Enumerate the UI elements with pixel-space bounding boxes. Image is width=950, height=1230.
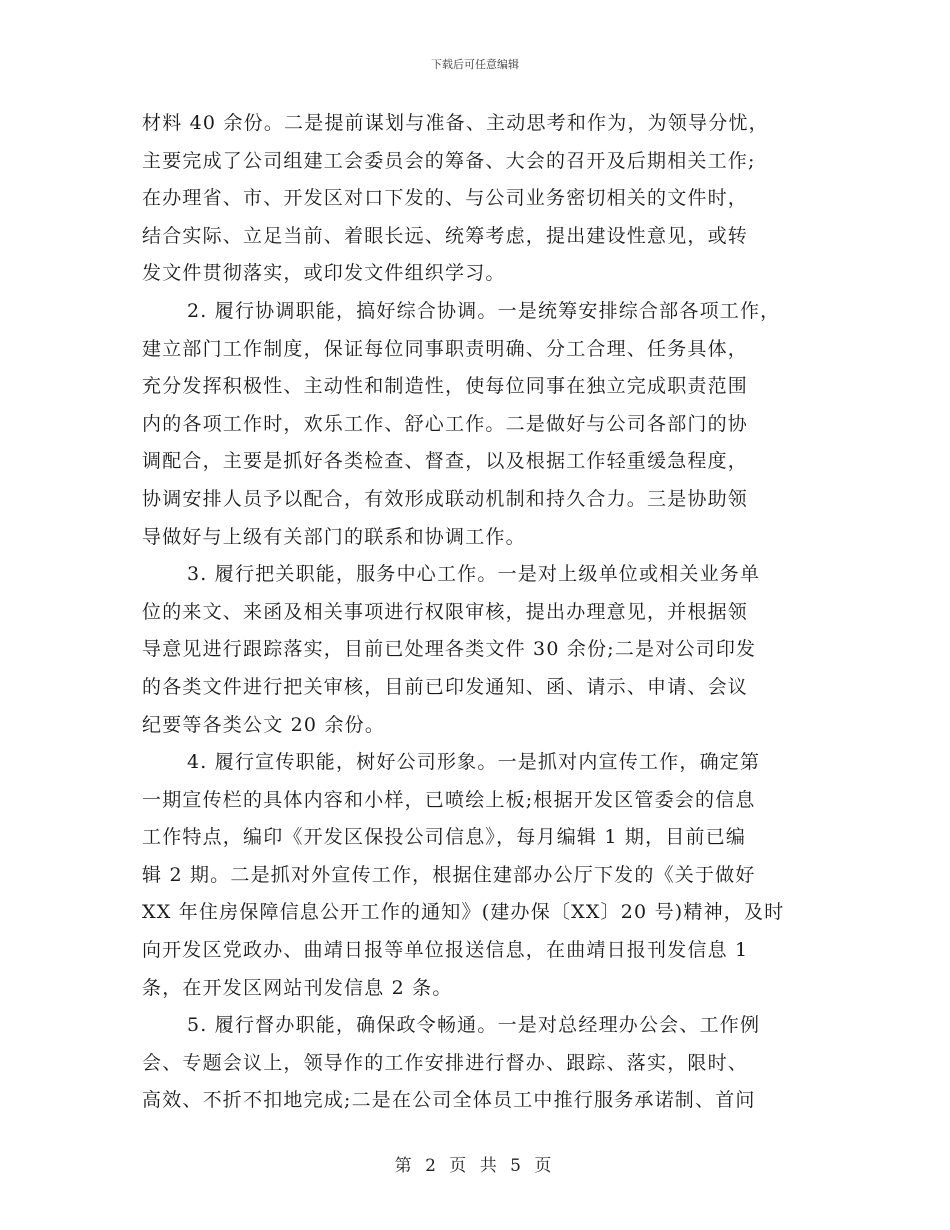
text-line: 主要完成了公司组建工会委员会的筹备、大会的召开及后期相关工作; — [142, 149, 756, 172]
text-line: 条，在开发区网站刊发信息 2 条。 — [142, 976, 453, 999]
text-line: XX 年住房保障信息公开工作的通知》(建办保〔XX〕20 号)精神，及时 — [142, 901, 785, 924]
text-line: 材料 40 余份。二是提前谋划与准备、主动思考和作为，为领导分忧， — [142, 112, 769, 134]
text-line: 导做好与上级有关部门的联系和协调工作。 — [142, 525, 526, 548]
paragraph-first-line: 4. 履行宣传职能，树好公司形象。一是抓对内宣传工作，确定第 — [187, 751, 761, 774]
text-line: 结合实际、立足当前、着眼长远、统筹考虑，提出建设性意见，或转 — [142, 224, 749, 247]
text-line: 辑 2 期。二是抓对外宣传工作，根据住建部办公厅下发的《关于做好 — [142, 863, 756, 886]
text-line: 调配合，主要是抓好各类检查、督查，以及根据工作轻重缓急程度， — [142, 450, 749, 473]
text-line: 一期宣传栏的具体内容和小样，已喷绘上板;根据开发区管委会的信息 — [142, 788, 756, 811]
text-line: 向开发区党政办、曲靖日报等单位报送信息，在曲靖日报刊发信息 1 — [142, 939, 749, 962]
text-line: 内的各项工作时，欢乐工作、舒心工作。二是做好与公司各部门的协 — [142, 412, 749, 435]
text-line: 位的来文、来函及相关事项进行权限审核，提出办理意见，并根据领 — [142, 600, 749, 623]
text-line: 建立部门工作制度，保证每位同事职责明确、分工合理、任务具体， — [142, 337, 749, 360]
paragraph-first-line: 2. 履行协调职能，搞好综合协调。一是统筹安排综合部各项工作， — [187, 299, 781, 322]
text-line: 纪要等各类公文 20 余份。 — [142, 713, 386, 736]
text-line: 导意见进行跟踪落实，目前已处理各类文件 30 余份;二是对公司印发 — [142, 638, 757, 661]
text-line: 发文件贯彻落实，或印发文件组织学习。 — [142, 262, 506, 285]
text-line: 的各类文件进行把关审核，目前已印发通知、函、请示、申请、会议 — [142, 675, 749, 698]
text-line: 工作特点，编印《开发区保投公司信息》，每月编辑 1 期，目前已编 — [142, 826, 747, 849]
text-line: 协调安排人员予以配合，有效形成联动机制和持久合力。三是协助领 — [142, 487, 749, 510]
text-line: 高效、不折不扣地完成;二是在公司全体员工中推行服务承诺制、首问 — [142, 1089, 756, 1112]
page-header: 下载后可任意编辑 — [431, 58, 519, 71]
document-body — [142, 105, 822, 1120]
text-line: 在办理省、市、开发区对口下发的、与公司业务密切相关的文件时， — [142, 187, 749, 210]
paragraph-first-line: 5. 履行督办职能，确保政令畅通。一是对总经理办公会、工作例 — [187, 1014, 761, 1037]
text-line: 充分发挥积极性、主动性和制造性，使每位同事在独立完成职责范围 — [142, 375, 749, 398]
paragraph-first-line: 3. 履行把关职能，服务中心工作。一是对上级单位或相关业务单 — [187, 563, 761, 586]
page-footer: 第 2 页 共 5 页 — [394, 1156, 556, 1176]
text-line: 会、专题会议上，领导作的工作安排进行督办、跟踪、落实，限时、 — [142, 1051, 749, 1074]
